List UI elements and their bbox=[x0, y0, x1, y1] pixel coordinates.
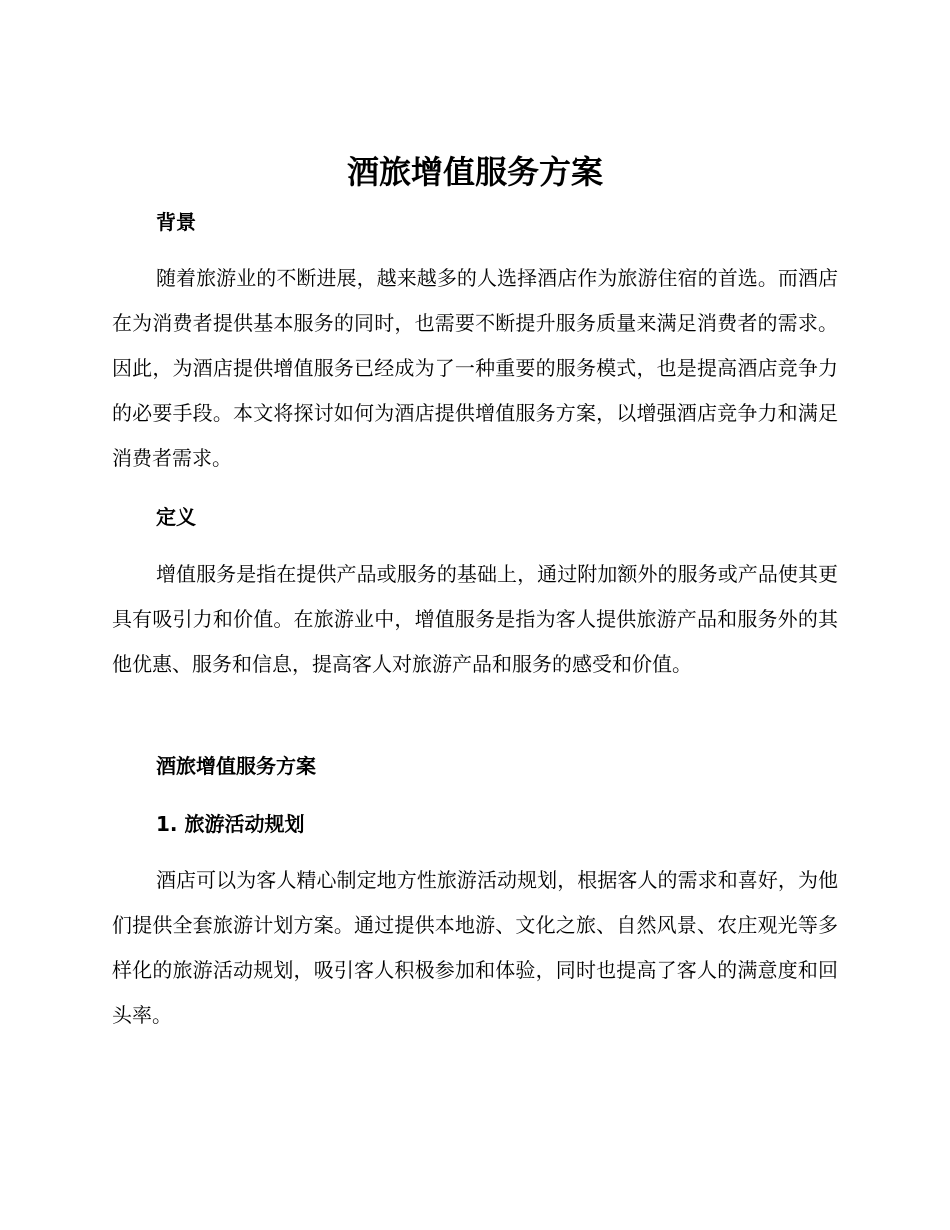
paragraph-definition: 增值服务是指在提供产品或服务的基础上，通过附加额外的服务或产品使其更具有吸引力和价值。在旅游业中，增值服务是指为客人提供旅游产品和服务外的其他优惠、服务和信息，提高客人对旅游产品和服务的感受和价值。 bbox=[112, 562, 838, 676]
section-heading-background: 背景 bbox=[156, 210, 196, 234]
subsection-heading-activity-planning: 1. 旅游活动规划 bbox=[156, 812, 305, 836]
section-heading-plan: 酒旅增值服务方案 bbox=[156, 754, 316, 778]
document-title: 酒旅增值服务方案 bbox=[346, 153, 603, 191]
paragraph-background: 随着旅游业的不断进展，越来越多的人选择酒店作为旅游住宿的首选。而酒店在为消费者提供基本服务的同时，也需要不断提升服务质量来满足消费者的需求。因此，为酒店提供增值服务已经成为了一种重要的服务模式，也是提高酒店竞争力的必要手段。本文将探讨如何为酒店提供增值服务方案，以增强酒店竞争力和满足消费者需求。 bbox=[112, 266, 838, 470]
section-heading-definition: 定义 bbox=[156, 505, 196, 529]
paragraph-activity-planning: 酒店可以为客人精心制定地方性旅游活动规划，根据客人的需求和喜好，为他们提供全套旅游计划方案。通过提供本地游、文化之旅、自然风景、农庄观光等多样化的旅游活动规划，吸引客人积极参加和体验，同时也提高了客人的满意度和回头率。 bbox=[112, 868, 838, 1027]
